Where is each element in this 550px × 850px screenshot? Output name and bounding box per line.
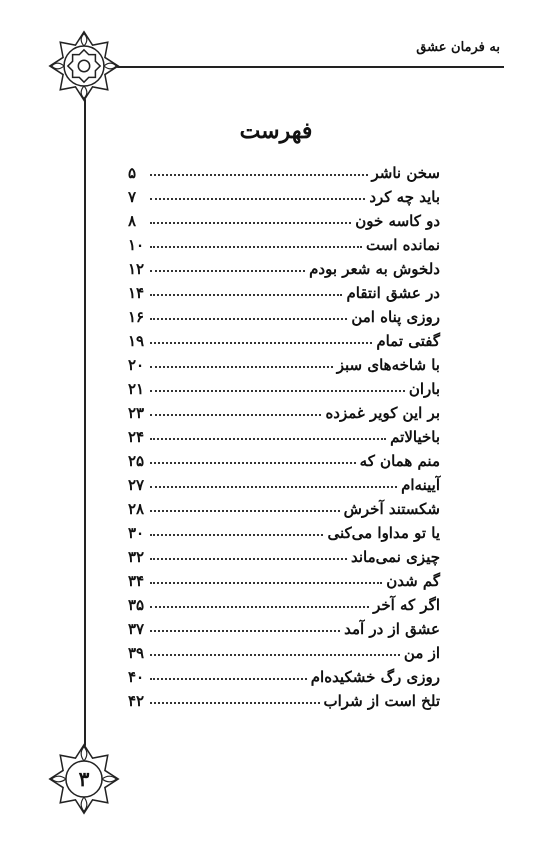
- toc-entry[interactable]: [128, 302, 440, 326]
- dot-leader: [150, 702, 320, 704]
- dot-leader: [150, 198, 365, 200]
- toc-entry-title: در عشق انتقام: [346, 284, 440, 302]
- dot-leader: [150, 534, 323, 536]
- toc-entry-page: ۱۴: [128, 284, 145, 302]
- toc-entry-page: ۲۸: [128, 500, 145, 518]
- toc-entry-page: ۳۴: [128, 572, 145, 590]
- toc-entry[interactable]: [128, 566, 440, 590]
- toc-entry-page: ۱۰: [128, 236, 145, 254]
- toc-entry-title: نمانده است: [365, 236, 440, 254]
- dot-leader: [150, 390, 405, 392]
- page-number: ۳: [78, 767, 90, 791]
- dot-leader: [150, 510, 340, 512]
- toc-entry-title: آیینه‌ام: [401, 476, 440, 494]
- toc-entry[interactable]: [128, 542, 440, 566]
- dot-leader: [150, 582, 382, 584]
- toc-entry[interactable]: [128, 614, 440, 638]
- toc-entry[interactable]: [128, 278, 440, 302]
- toc-entry-title: سخن ناشر: [371, 164, 440, 182]
- toc-heading: فهرست: [239, 118, 313, 144]
- dot-leader: [150, 678, 307, 680]
- dot-leader: [150, 222, 351, 224]
- toc-entry-page: ۴۰: [128, 668, 145, 686]
- toc-entry-page: ۲۴: [128, 428, 145, 446]
- toc-entry[interactable]: [128, 518, 440, 542]
- toc-entry-title: منم همان که: [359, 452, 440, 470]
- toc-entry-title: تلخ است از شراب: [323, 692, 440, 710]
- toc-list: [128, 158, 440, 710]
- toc-entry[interactable]: [128, 422, 440, 446]
- toc-entry[interactable]: [128, 374, 440, 398]
- toc-entry-page: ۲۷: [128, 476, 145, 494]
- dot-leader: [150, 318, 347, 320]
- dot-leader: [150, 486, 397, 488]
- arabesque-medallion-icon: [46, 28, 122, 104]
- dot-leader: [150, 366, 333, 368]
- toc-entry-page: ۳۲: [128, 548, 145, 566]
- dot-leader: [150, 438, 386, 440]
- toc-entry[interactable]: [128, 686, 440, 710]
- dot-leader: [150, 342, 372, 344]
- toc-entry-title: دلخوش به شعر بودم: [309, 260, 440, 278]
- toc-entry-page: ۲۳: [128, 404, 145, 422]
- dot-leader: [150, 630, 340, 632]
- toc-entry-page: ۱۶: [128, 308, 145, 326]
- toc-entry-page: ۱۹: [128, 332, 145, 350]
- toc-entry-title: از من: [403, 644, 440, 662]
- dot-leader: [150, 558, 347, 560]
- toc-entry[interactable]: [128, 158, 440, 182]
- dot-leader: [150, 654, 400, 656]
- toc-entry-title: روزی رگ خشکیده‌ام: [310, 668, 440, 686]
- toc-entry-title: با شاخه‌های سبز: [336, 356, 440, 374]
- toc-entry[interactable]: [128, 446, 440, 470]
- toc-entry-page: ۳۵: [128, 596, 145, 614]
- toc-entry-title: باید چه کرد: [369, 188, 440, 206]
- toc-entry[interactable]: [128, 182, 440, 206]
- toc-entry[interactable]: [128, 398, 440, 422]
- toc-entry-page: ۱۲: [128, 260, 145, 278]
- toc-entry-title: شکستند آخرش: [343, 500, 440, 518]
- dot-leader: [150, 246, 362, 248]
- toc-entry[interactable]: [128, 230, 440, 254]
- toc-entry[interactable]: [128, 494, 440, 518]
- toc-entry[interactable]: [128, 662, 440, 686]
- toc-entry-page: ۲۵: [128, 452, 145, 470]
- toc-entry-page: ۳۷: [128, 620, 145, 638]
- toc-entry-title: یا تو مداوا می‌کنی: [327, 524, 440, 542]
- toc-entry-page: ۲۰: [128, 356, 145, 374]
- toc-entry-title: عشق از در آمد: [344, 620, 440, 638]
- toc-entry[interactable]: [128, 254, 440, 278]
- toc-entry[interactable]: [128, 206, 440, 230]
- toc-entry-title: گفتی تمام: [376, 332, 440, 350]
- toc-entry-page: ۸: [128, 212, 137, 230]
- toc-entry[interactable]: [128, 590, 440, 614]
- toc-entry-title: باران: [408, 380, 440, 398]
- toc-entry-page: ۵: [128, 164, 137, 182]
- toc-entry-page: ۳۹: [128, 644, 145, 662]
- toc-entry-title: بر این کویر غمزده: [325, 404, 440, 422]
- toc-entry-title: باخیالاتم: [390, 428, 440, 446]
- toc-entry-title: چیزی نمی‌ماند: [350, 548, 440, 566]
- toc-entry-title: روزی پناه امن: [351, 308, 440, 326]
- frame-horizontal-rule: [84, 66, 504, 68]
- toc-entry-page: ۴۲: [128, 692, 145, 710]
- frame-vertical-rule: [84, 66, 86, 771]
- dot-leader: [150, 606, 369, 608]
- toc-entry[interactable]: [128, 326, 440, 350]
- dot-leader: [150, 462, 356, 464]
- dot-leader: [150, 270, 305, 272]
- toc-entry-page: ۲۱: [128, 380, 145, 398]
- toc-entry-page: ۷: [128, 188, 137, 206]
- toc-entry-title: گم شدن: [386, 572, 440, 590]
- toc-entry-title: اگر که آخر: [373, 596, 440, 614]
- toc-entry-page: ۳۰: [128, 524, 145, 542]
- dot-leader: [150, 414, 321, 416]
- toc-entry[interactable]: [128, 470, 440, 494]
- dot-leader: [150, 294, 342, 296]
- running-header-title: به فرمان عشق: [416, 40, 500, 55]
- toc-entry-title: دو کاسه خون: [355, 212, 440, 230]
- dot-leader: [150, 174, 368, 176]
- toc-entry[interactable]: [128, 350, 440, 374]
- toc-entry[interactable]: [128, 638, 440, 662]
